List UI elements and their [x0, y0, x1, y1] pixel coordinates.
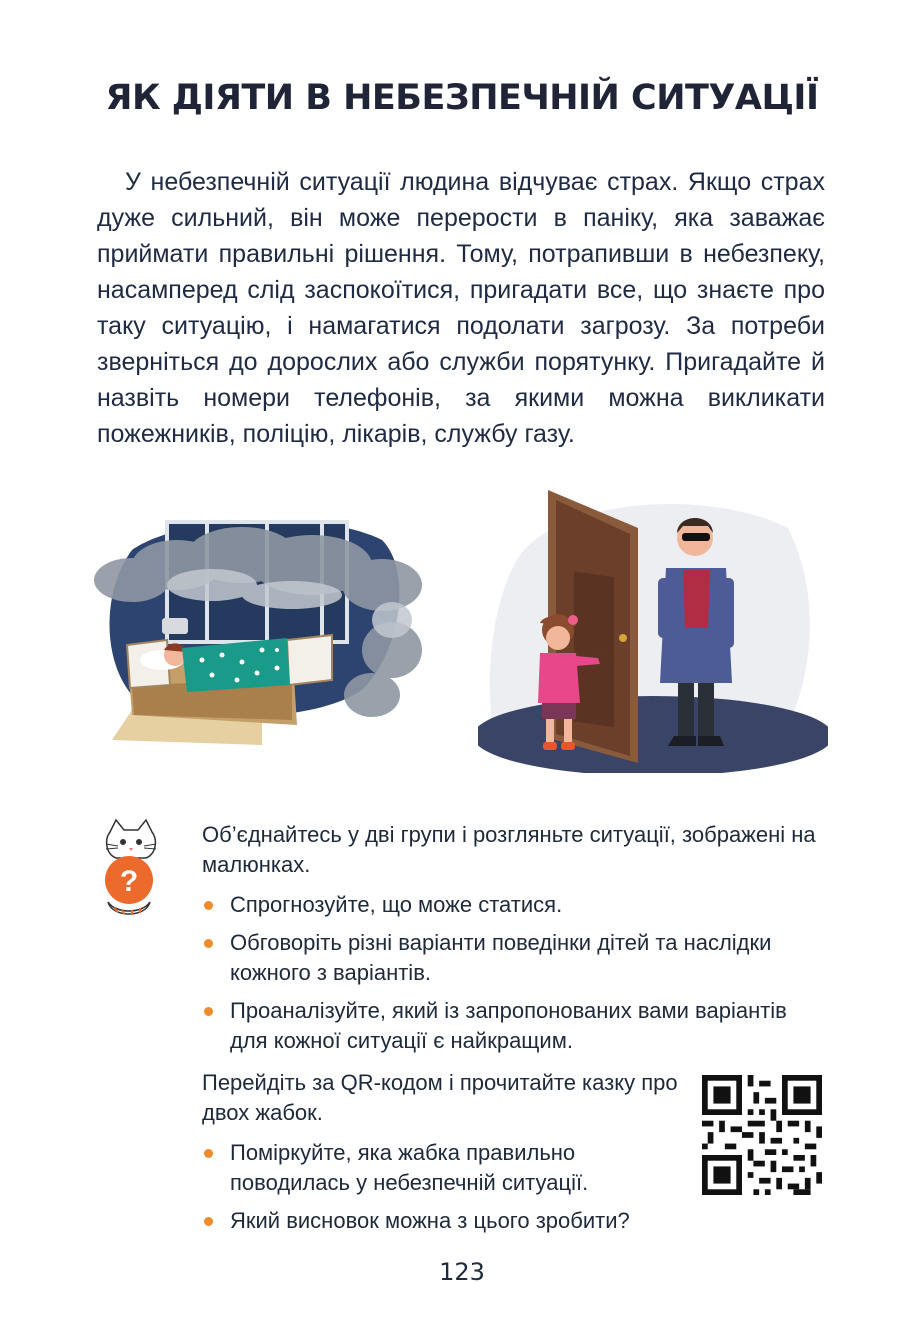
svg-text:?: ?	[119, 865, 139, 898]
smoke-bedroom-illustration	[92, 510, 432, 750]
intro-paragraph: У небезпечній ситуації людина відчуває страх. Якщо страх дуже сильний, він може перерости в паніку, яка заважає приймати правильні рішення. Тому, потрапивши в небезпеку, насамперед слід заспокоїтися, пригадати все, що знаєте про таку ситуацію, і намагатися подолати загрозу. За потреби зверніться до дорослих або служби порятунку. Пригадайте й назвіть номери телефонів, за якими можна викликати пожежників, поліцію, лікарів, службу газу.	[97, 168, 825, 448]
task-qr-story	[202, 1068, 682, 1244]
page-title: ЯК ДІЯТИ В НЕБЕЗПЕЧНІЙ СИТУАЦІЇ	[105, 78, 819, 118]
stranger-door-illustration	[478, 488, 828, 773]
task-bullet: Проаналізуйте, який із запропонованих вами варіантів для кожної ситуації є найкращим.	[202, 996, 826, 1056]
task-bullet-list	[202, 1138, 682, 1236]
task-bullet-list	[202, 890, 826, 1056]
qr-code[interactable]	[702, 1075, 822, 1195]
task-group-discussion	[202, 820, 826, 1064]
task-lead: Перейдіть за QR-кодом і прочитайте казку про двох жабок.	[202, 1070, 678, 1125]
task-bullet: Який висновок можна з цього зробити?	[202, 1206, 682, 1236]
task-bullet: Поміркуйте, яка жабка правильно поводилась у небезпечній ситуації.	[202, 1138, 682, 1198]
question-cat-icon	[96, 818, 166, 922]
page-number: 123	[439, 1258, 485, 1286]
task-bullet: Обговоріть різні варіанти поведінки дітей та наслідки кожного з варіантів.	[202, 928, 826, 988]
task-bullet: Спрогнозуйте, що може статися.	[202, 890, 826, 920]
task-lead: Об’єднайтесь у дві групи і розгляньте ситуації, зображені на малюнках.	[202, 822, 816, 877]
